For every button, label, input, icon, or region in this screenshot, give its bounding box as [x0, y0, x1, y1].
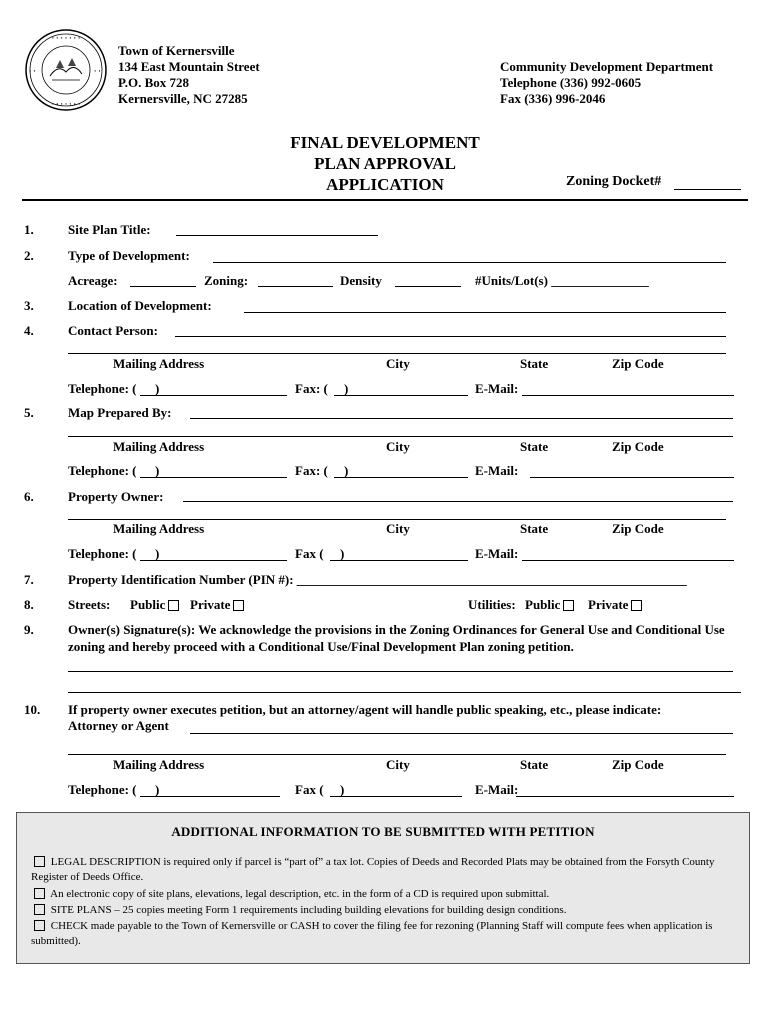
item-number: 2.	[24, 248, 34, 263]
zoning-docket-label: Zoning Docket#	[566, 174, 662, 189]
zoning-field[interactable]	[258, 286, 333, 287]
bullet-checkbox-icon	[34, 920, 45, 931]
streets-private-option[interactable]	[190, 597, 247, 613]
utilities-public-label: Public	[525, 597, 561, 612]
svg-text:· · · · · · ·: · · · · · · ·	[51, 35, 81, 42]
streets-private-label: Private	[190, 597, 231, 612]
additional-item-text: LEGAL DESCRIPTION is required only if parcel is “part of” a tax lot. Copies of Deeds and Recorded Plats may be obtained from the Forsyth County Register of Deeds Office.	[31, 856, 715, 883]
site-plan-title-label: Site Plan Title:	[68, 222, 151, 237]
state-label: State	[520, 439, 549, 454]
town-street: 134 East Mountain Street	[118, 59, 260, 74]
state-label: State	[520, 521, 549, 536]
form-title	[250, 132, 520, 195]
item-number: 10.	[24, 702, 41, 717]
additional-item	[31, 887, 731, 902]
additional-information-box	[16, 812, 750, 964]
utilities-private-option[interactable]	[588, 597, 645, 613]
density-label: Density	[340, 273, 382, 288]
form-title-line1: FINAL DEVELOPMENT	[290, 133, 480, 152]
owner-address-field[interactable]	[68, 519, 726, 520]
units-lots-label[interactable]: #Units/Lot(s) _______________	[475, 273, 649, 288]
svg-text:· · · · · · ·: · · · · · · ·	[51, 101, 81, 108]
svg-text:· ·: · ·	[29, 68, 36, 75]
utilities-private-checkbox[interactable]	[631, 600, 642, 611]
bullet-checkbox-icon	[34, 904, 45, 915]
utilities-public-checkbox[interactable]	[563, 600, 574, 611]
telephone-paren: )	[155, 546, 160, 561]
owner-fax-field[interactable]	[330, 560, 468, 561]
location-field[interactable]	[244, 312, 726, 313]
form-title-line2: PLAN APPROVAL	[314, 154, 456, 173]
utilities-private-label: Private	[588, 597, 629, 612]
state-label: State	[520, 757, 549, 772]
telephone-label: Telephone: (	[68, 546, 137, 561]
owner-email-field[interactable]	[522, 560, 734, 561]
telephone-paren: )	[155, 463, 160, 478]
property-owner-field[interactable]	[183, 501, 733, 502]
contact-address-field[interactable]	[68, 353, 726, 354]
map-prepared-by-field[interactable]	[190, 418, 733, 419]
mailing-address-label: Mailing Address	[113, 356, 205, 371]
signature-field-1[interactable]	[68, 671, 733, 672]
zip-label: Zip Code	[612, 757, 664, 772]
attorney-address-field[interactable]	[68, 754, 726, 755]
fax-paren: )	[344, 381, 349, 396]
acreage-label: Acreage:	[68, 273, 118, 288]
fax-paren: )	[340, 782, 345, 797]
streets-label: Streets:	[68, 597, 111, 612]
signature-field-2[interactable]	[68, 692, 741, 693]
email-label: E-Mail:	[475, 546, 519, 561]
additional-information-title: ADDITIONAL INFORMATION TO BE SUBMITTED WITH PETITION	[171, 824, 595, 839]
type-of-development-field[interactable]	[213, 262, 726, 263]
signature-statement-line1: Owner(s) Signature(s): We acknowledge the provisions in the Zoning Ordinances for General Use and Conditional Use	[68, 622, 725, 637]
contact-fax-field[interactable]	[334, 395, 468, 396]
item-number: 1.	[24, 222, 34, 237]
bullet-checkbox-icon	[34, 888, 45, 899]
contact-person-field[interactable]	[175, 336, 726, 337]
department-block	[500, 59, 713, 107]
department-telephone: Telephone (336) 992-0605	[500, 75, 642, 90]
streets-public-option[interactable]	[130, 597, 182, 613]
signature-statement-line2: zoning and hereby proceed with a Conditional Use/Final Development Plan zoning petition.	[68, 639, 574, 654]
fax-paren: )	[340, 546, 345, 561]
streets-private-checkbox[interactable]	[233, 600, 244, 611]
item-number: 9.	[24, 622, 34, 637]
bullet-checkbox-icon	[34, 856, 45, 867]
zip-label: Zip Code	[612, 356, 664, 371]
map-telephone-field[interactable]	[140, 477, 287, 478]
item-number: 3.	[24, 298, 34, 313]
contact-email-field[interactable]	[522, 395, 734, 396]
attorney-agent-field[interactable]	[190, 733, 733, 734]
mailing-address-label: Mailing Address	[113, 521, 205, 536]
item-number: 7.	[24, 572, 34, 587]
department-fax: Fax (336) 996-2046	[500, 91, 606, 106]
town-address-block	[118, 43, 260, 107]
telephone-paren: )	[155, 782, 160, 797]
item-number: 5.	[24, 405, 34, 420]
item-number: 6.	[24, 489, 34, 504]
site-plan-title-field[interactable]	[176, 235, 378, 236]
telephone-label: Telephone: (	[68, 463, 137, 478]
pin-field[interactable]: Property Identification Number (PIN #): ____________________________________________________________	[68, 572, 687, 587]
location-label: Location of Development:	[68, 298, 212, 313]
zoning-label: Zoning:	[204, 273, 249, 288]
type-of-development-label: Type of Development:	[68, 248, 190, 263]
zip-label: Zip Code	[612, 439, 664, 454]
attorney-telephone-field[interactable]	[140, 796, 280, 797]
city-label: City	[386, 356, 410, 371]
utilities-label: Utilities:	[468, 597, 516, 612]
additional-item	[31, 855, 731, 885]
map-prepared-by-label: Map Prepared By:	[68, 405, 172, 420]
fax-paren: )	[344, 463, 349, 478]
town-name: Town of Kernersville	[118, 43, 235, 58]
attorney-email-field[interactable]	[516, 796, 734, 797]
additional-item-text: An electronic copy of site plans, elevations, legal description, etc. in the form of a CD is required upon submittal.	[50, 888, 550, 900]
city-label: City	[386, 439, 410, 454]
title-divider	[22, 199, 748, 201]
fax-label: Fax (	[295, 546, 324, 561]
department-name: Community Development Department	[500, 59, 714, 74]
town-seal-icon	[24, 28, 108, 112]
item-number: 4.	[24, 323, 34, 338]
email-label: E-Mail:	[475, 381, 519, 396]
utilities-public-option[interactable]	[525, 597, 577, 613]
additional-item	[31, 919, 731, 949]
contact-person-label: Contact Person:	[68, 323, 158, 338]
additional-item-text: SITE PLANS – 25 copies meeting Form 1 requirements including building elevations for building design conditions.	[50, 904, 567, 916]
map-email-field[interactable]	[530, 477, 734, 478]
mailing-address-label: Mailing Address	[113, 439, 205, 454]
town-po-box: P.O. Box 728	[118, 75, 190, 90]
town-city-state-zip: Kernersville, NC 27285	[118, 91, 248, 106]
map-address-field[interactable]	[68, 436, 733, 437]
telephone-label: Telephone: (	[68, 381, 137, 396]
fax-label: Fax (	[295, 782, 324, 797]
email-label: E-Mail:	[475, 782, 519, 797]
attorney-statement: If property owner executes petition, but an attorney/agent will handle public speaking, etc., please indicate:	[68, 702, 662, 717]
property-owner-label: Property Owner:	[68, 489, 164, 504]
additional-item-text: CHECK made payable to the Town of Kernersville or CASH to cover the filing fee for rezoning (Planning Staff will compute fees when application is submitted).	[31, 920, 713, 947]
attorney-agent-label: Attorney or Agent	[68, 718, 169, 733]
zoning-docket-field[interactable]	[674, 189, 741, 190]
map-fax-field[interactable]	[334, 477, 468, 478]
attorney-fax-field[interactable]	[330, 796, 462, 797]
acreage-field[interactable]	[130, 286, 196, 287]
density-field[interactable]	[395, 286, 461, 287]
mailing-address-label: Mailing Address	[113, 757, 205, 772]
form-title-line3: APPLICATION	[326, 175, 444, 194]
additional-item	[31, 903, 731, 918]
state-label: State	[520, 356, 549, 371]
contact-telephone-field[interactable]	[140, 395, 287, 396]
telephone-label: Telephone: (	[68, 782, 137, 797]
telephone-paren: )	[155, 381, 160, 396]
city-label: City	[386, 757, 410, 772]
svg-text:· ·: · ·	[94, 68, 101, 75]
streets-public-label: Public	[130, 597, 166, 612]
fax-label: Fax: (	[295, 381, 328, 396]
owner-telephone-field[interactable]	[140, 560, 287, 561]
zip-label: Zip Code	[612, 521, 664, 536]
streets-public-checkbox[interactable]	[168, 600, 179, 611]
item-number: 8.	[24, 597, 34, 612]
fax-label: Fax: (	[295, 463, 328, 478]
city-label: City	[386, 521, 410, 536]
email-label: E-Mail:	[475, 463, 519, 478]
